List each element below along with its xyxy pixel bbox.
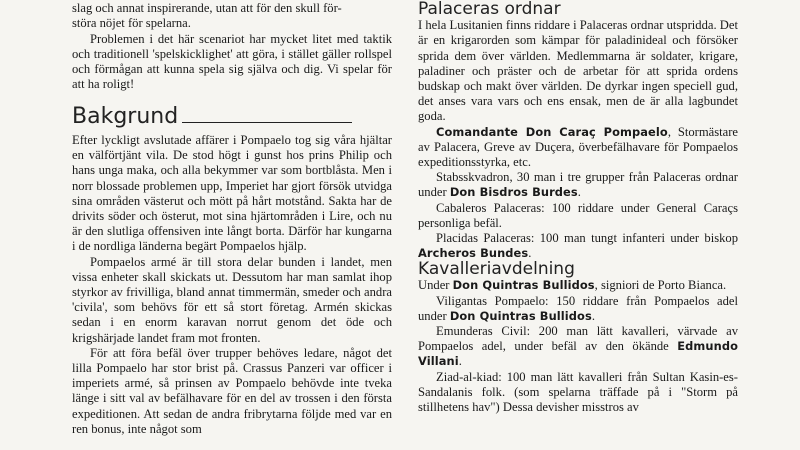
comandante-name: Comandante Don Caraç Pompaelo (436, 124, 668, 139)
section-heading-kavalleri: Kavalleriavdelning (418, 259, 575, 280)
intro-line-3: störa nöjet för spelarna. (72, 16, 191, 31)
k3-leader: Edmundo Villani (418, 339, 738, 369)
stab-end: . (577, 185, 581, 200)
section-heading-palaceras: Palaceras ordnar (418, 0, 561, 20)
section-heading-bakgrund (72, 106, 352, 128)
intro-block (72, 0, 392, 92)
placidas-leader: Archeros Bundes (418, 246, 529, 261)
emunderas-entry (418, 324, 738, 370)
bakgrund-paragraph-3: För att föra befäl över trupper behöves ledare, något det lilla Pompaelo har stor brist på. Crassus Panzeri var officer i imperiets armé, så prinsen av Pompaelo behövde inte tveka länge i sitt val av befälhavare för en del av trossen i den första expeditionen. Att sedan de andra fribrytarna följde med var en ren bonus, inte något som (72, 345, 392, 436)
palaceras-paragraph: I hela Lusitanien finns riddare i Palaceras ordnar utspridda. Det är en krigarorden som kämpar för paladinideal och försöker sprida dem över världen. Medlemmarna är soldater, krigare, paladiner och präster och de arbetar för att sprida ordens budskap och makt över världen. De dyrkar ingen speciell gud, det anses vara vars och ens ensak, men de är alla lagbundet goda. (418, 18, 738, 124)
cabaleros-entry: Cabaleros Palaceras: 100 riddare under General Caraçs personliga befäl. (418, 200, 738, 230)
intro-line-2: slag och annat inspirerande, utan att för den skull för- (72, 1, 342, 16)
kavalleri-intro (418, 278, 738, 293)
placidas-entry (418, 231, 738, 261)
ziad-entry: Ziad-al-kiad: 100 man lätt kavalleri från Sultan Kasin-es-Sandalanis folk. (som spelarna träffade på i "Storm på stillhetens hav") Dessa devisher misstros av (418, 369, 738, 415)
k2-end: . (591, 308, 596, 323)
comandante-entry (418, 125, 738, 171)
left-column (72, 0, 392, 450)
bakgrund-body (72, 133, 392, 437)
stab-leader: Don Bisdros Burdes (449, 185, 578, 200)
k1-leader: Don Quintras Bullidos (452, 278, 595, 293)
placidas-end: . (528, 246, 532, 261)
k2-text: Viligantas Pompaelo: 150 riddare från Pompaelos adel under (418, 293, 738, 323)
bakgrund-paragraph-1: Efter lyckligt avslutade affärer i Pompaelo tog sig våra hjältar en välförtjänt vila. De stod högt i gunst hos prins Philip och hans unga maka, och alla bekymmer var som bortblåsta. Men i norr blossade problemen upp, Imperiet har gjort försök utvidga sina områden västerut och mött på hårt motstånd. Sakta har de drivits söder och österut, mot sina hjärtområden i Lire, och nu är den slutliga offensiven inte långt borta. Därför har kungarna i de nordliga länderna begärt Pompaelos hjälp. (72, 133, 392, 254)
right-body (418, 0, 738, 415)
k1-rest: , signiori de Porto Bianca. (594, 278, 727, 293)
right-column (418, 0, 738, 450)
comandante-title: , Stormästare av Palacera, Greve av Duçera, överbefälhavare för Pompaelos expeditionsstyrka, etc. (418, 124, 738, 170)
k3-text: Emunderas Civil: 200 man lätt kavalleri, värvade av Pompaelos adel, under befäl av den ökände (418, 324, 738, 354)
k1-text: Under (418, 278, 453, 293)
placidas-text: Placidas Palaceras: 100 man tungt infanteri under biskop (436, 231, 738, 246)
stab-text: Stabsskvadron, 30 man i tre grupper från Palaceras ordnar under (418, 170, 738, 200)
heading-rule (182, 122, 352, 123)
heading-text: Bakgrund (72, 104, 179, 129)
bakgrund-paragraph-2: Pompaelos armé är till stora delar bunden i landet, men vissa enheter skall skickats ut. Dessutom har man samlat ihop styrkor av frivilliga, bland annat timmermän, smeder och andra 'civila', som behövs för ett så stort företag. Armén skickas sedan i en enorm karavan norrut genom det öde och krigshärjade landet fram mot fronten. (72, 254, 392, 345)
intro-paragraph: Problemen i det här scenariot har mycket litet med taktik och traditionell 'spelskicklighet' att göra, i stället gäller rollspel och förmågan att kunna spela sig själva och dig. Vi spelar för att ha roligt! (72, 31, 392, 92)
k3-end: . (458, 354, 462, 369)
stabsskvadron-entry (418, 170, 738, 200)
viligantas-entry (418, 294, 738, 324)
k2-leader: Don Quintras Bullidos (449, 308, 592, 323)
